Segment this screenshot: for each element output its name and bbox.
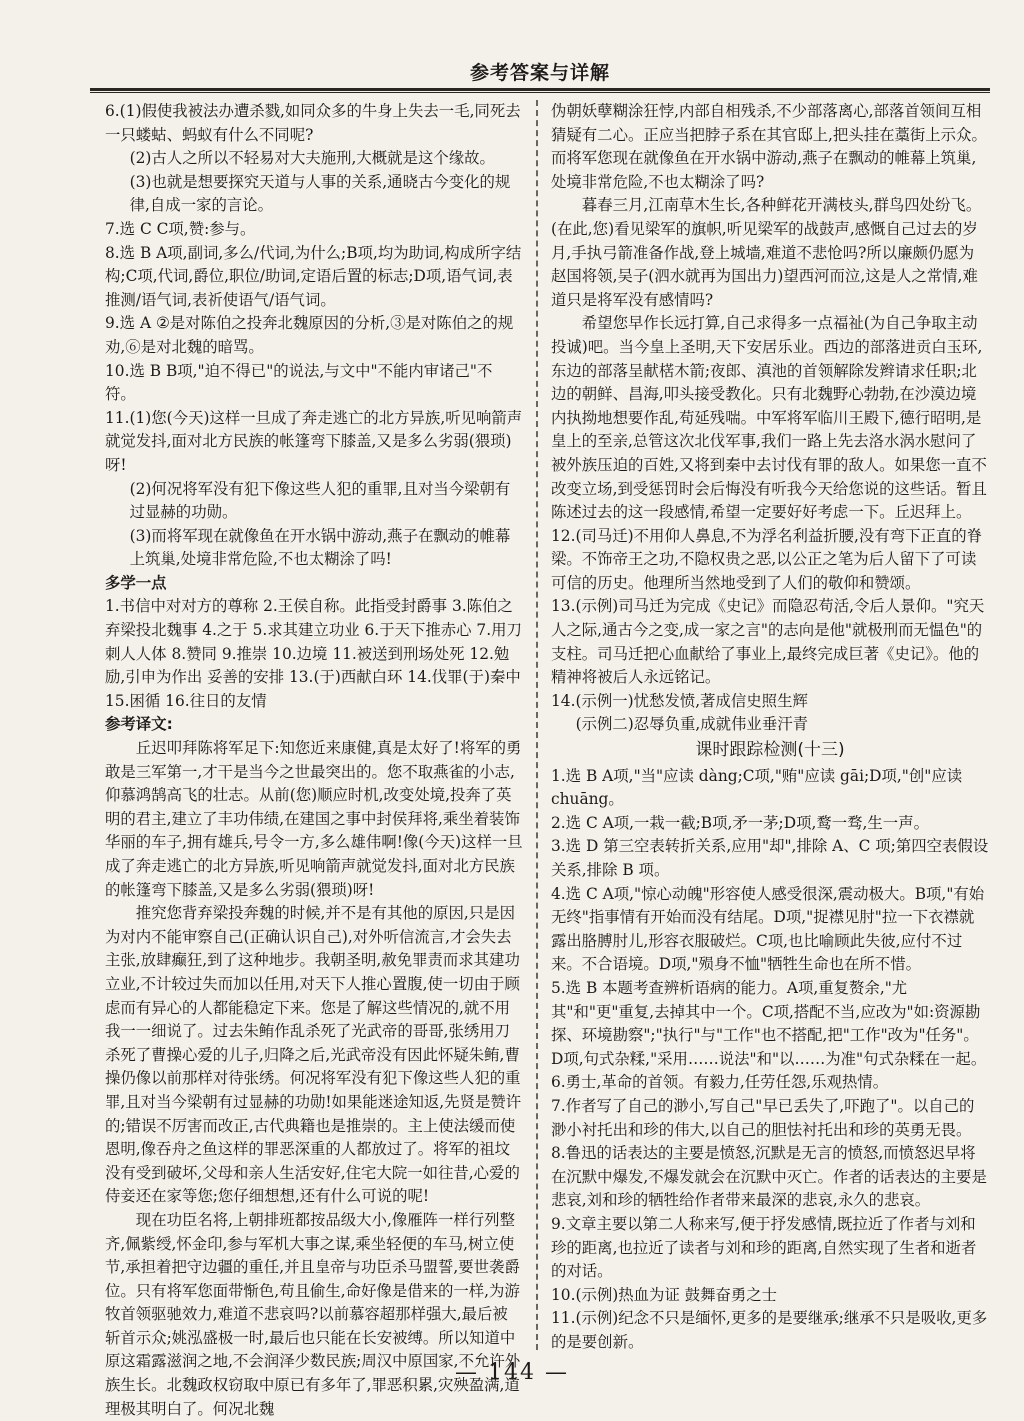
answer-13: 13.(示例)司马迁为完成《史记》而隐忍苟活,令后人景仰。"究天人之际,通古今之变,成一家之言"的志向是他"就极刑而无愠色"的支柱。司马迁把心血献给了事业上,最终完成巨著《史记》。他的精神将被后人永远铭记。	[551, 597, 985, 687]
answer-item: 8.鲁迅的话表达的主要是愤怒,沉默是无言的愤怒,而愤怒迟早将在沉默中爆发,不爆发就会在沉默中灭亡。作者的话表达的主要是悲哀,刘和珍的牺牲给作者带来最深的悲哀,永久的悲哀。	[551, 1144, 987, 1210]
answer-7: 7.选 C C项,赞:参与。	[105, 219, 256, 238]
answer-item: 11.(示例)纪念不只是缅怀,更多的是要继承;继承不只是吸收,更多的是要创新。	[551, 1309, 988, 1351]
translation-paragraph: 暮春三月,江南草木生长,各种鲜花开满枝头,群鸟四处纷飞。(在此,您)看见梁军的旗帜,听见梁军的战鼓声,感慨自己过去的岁月,手执弓箭准备作战,登上城墙,难道不悲怆吗?所以廉颇仍愿为赵国将领,吴子(泗水就再为国出力)望西河而泣,这是人之常情,难道只是将军没有感情吗?	[551, 196, 982, 309]
answer-item: 6.勇士,革命的首领。有毅力,任劳任怨,乐观热情。	[551, 1073, 889, 1092]
header-title: 参考答案与详解	[469, 62, 610, 84]
answer-11-1: 11.(1)您(今天)这样一旦成了奔走逃亡的北方异族,听见响箭声就觉发抖,面对北方民族的帐篷弯下膝盖,又是多么劣弱(猥琐)呀!	[105, 408, 523, 474]
answer-12: 12.(司马迁)不用仰人鼻息,不为浮名利益折腰,没有弯下正直的脊梁。不饰帝王之功,不隐权贵之恶,以公正之笔为后人留下了可读可信的历史。他理所当然地受到了人们的敬仰和赞颂。	[551, 526, 983, 592]
extra-notes: 1.书信中对对方的尊称 2.王侯自称。此指受封爵事 3.陈伯之弃梁投北魏事 4.之于 5.求其建立功业 6.于天下推赤心 7.用刀刺人人体 8.赞同 9.推崇 10.边境 11.被送到刑场处死 12.勉励,引申为作出 妥善的安排 13.(于)西献白环 14.伐罪(于)秦中 15.困循 16.往日的友情	[105, 597, 522, 710]
right-column	[551, 100, 989, 1354]
answer-item: 3.选 D 第三空表转折关系,应用"却",排除 A、C 项;第四空表假设关系,排除 B 项。	[551, 837, 989, 879]
header-rule	[90, 92, 990, 93]
answer-item: 10.(示例)热血为证 鼓舞奋勇之士	[551, 1285, 778, 1304]
section-heading-extra: 多学一点	[105, 573, 167, 592]
answer-item: 4.选 C A项,"惊心动魄"形容使人感受很深,震动极大。B项,"有始无终"指事情有开始而没有结尾。D项,"捉襟见肘"拉一下衣襟就露出胳膊肘儿,形容衣服破烂。C项,也比喻顾此失彼,应付不过来。不合语境。D项,"殒身不恤"牺牲生命也在所不惜。	[551, 884, 985, 974]
section-heading-translation: 参考译文:	[105, 715, 173, 734]
answer-14-1: 14.(示例一)忧愁发愤,著成信史照生辉	[551, 691, 808, 710]
translation-paragraph: 推究您背弃梁投奔魏的时候,并不是有其他的原因,只是因为对内不能审察自己(正确认识自己),对外听信流言,才会失去主张,放肆癫狂,到了这种地步。我朝圣明,赦免罪责而求其建功立业,不计较过失而加以任用,对天下人推心置腹,使一切由于顾虑而有异心的人都能稳定下来。您是了解这些情况的,就不用我一一细说了。过去朱鲔作乱杀死了光武帝的哥哥,张绣用刀杀死了曹操心爱的儿子,归降之后,光武帝没有因此怀疑朱鲔,曹操仍像以前那样对待张绣。何况将军没有犯下像这些人犯的重罪,且对当今梁朝有过显赫的功勋!如果能迷途知返,先贤是赞许的;错误不厉害而改正,古代典籍也是推崇的。主上使法缓而使恩明,像吞舟之鱼这样的罪恶深重的人都放过了。将军的祖坟没有受到破坏,父母和亲人生活安好,住宅大院一如往昔,心爱的侍妾还在家等您;您仔细想想,还有什么可说的呢!	[105, 904, 522, 1206]
answer-11-2: (2)何况将军没有犯下像这些人犯的重罪,且对当今梁朝有过显赫的功勋。	[129, 479, 511, 522]
translation-paragraph: 希望您早作长远打算,自己求得多一点福祉(为自己争取主动投诚)吧。当今皇上圣明,天下安居乐业。西边的部落进贡白玉环,东边的部落呈献楛木箭;夜郎、滇池的首领解除发辫请求任职;北边的朝鲜、昌海,叩头接受教化。只有北魏野心勃勃,在沙漠边境内执拗地想要作乱,苟延残喘。中军将军临川王殿下,德行昭明,是皇上的至亲,总管这次北伐军事,我们一路上先去洛水涡水慰问了被外族压迫的百姓,又将到秦中去讨伐有罪的敌人。如果您一直不改变立场,到受惩罚时会后悔没有听我今天给您说的这些话。暂且陈述过去的这一段感情,希望一定要好好考虑一下。丘迟拜上。	[551, 314, 987, 522]
left-column	[105, 100, 523, 1421]
answer-9: 9.选 A ②是对陈伯之投奔北魏原因的分析,③是对陈伯之的规劝,⑥是对北魏的暗骂。	[105, 314, 514, 356]
section-title: 课时跟踪检测(十三)	[695, 740, 845, 761]
answer-item: 2.选 C A项,一栽一截;B项,矛一茅;D项,鹜一骛,生一声。	[551, 813, 929, 832]
column-divider	[536, 100, 538, 1350]
page-header	[90, 54, 990, 91]
answer-6-2: (2)古人之所以不轻易对大夫施刑,大概就是这个缘故。	[129, 149, 495, 168]
answer-6-1: 6.(1)假使我被法办遭杀戮,如同众多的牛身上失去一毛,同死去一只蝼蛄、蚂蚁有什么不同呢?	[105, 102, 521, 144]
answer-10: 10.选 B B项,"迫不得已"的说法,与文中"不能内审诸己"不符。	[105, 361, 493, 404]
answer-11-3: (3)而将军现在就像鱼在开水锅中游动,燕子在飘动的帷幕上筑巢,处境非常危险,不也太糊涂了吗!	[129, 526, 511, 569]
answer-item: 1.选 B A项,"当"应读 dàng;C项,"贿"应读 gāi;D项,"创"应读 chuāng。	[551, 766, 963, 809]
page-number: — 144 —	[455, 1360, 569, 1385]
translation-paragraph: 丘迟叩拜陈将军足下:知您近来康健,真是太好了!将军的勇敢是三军第一,才干是当今之世最突出的。您不取燕雀的小志,仰慕鸿鹄高飞的壮志。从前(您)顺应时机,改变处境,投奔了英明的君主,建立了丰功伟绩,在建国之事中封侯拜将,乘坐着装饰华丽的车子,拥有雄兵,号令一方,多么雄伟啊!像(今天)这样一旦成了奔走逃亡的北方异族,听见响箭声就觉发抖,面对北方民族的帐篷弯下膝盖,又是多么劣弱(猥琐)呀!	[105, 739, 523, 899]
answer-8: 8.选 B A项,副词,多么/代词,为什么;B项,均为助词,构成所字结构;C项,代词,爵位,职位/助词,定语后置的标志;D项,语气词,表推测/语气词,表祈使语气/语气词。	[105, 243, 522, 309]
translation-paragraph: 伪朝妖孽糊涂狂悖,内部自相残杀,不少部落离心,部落首领间互相猜疑有二心。正应当把脖子系在其官邸上,把头挂在藁街上示众。而将军您现在就像鱼在开水锅中游动,燕子在飘动的帷幕上筑巢,处境非常危险,不也太糊涂了吗?	[551, 102, 987, 191]
translation-paragraph: 现在功臣名将,上朝排班都按品级大小,像雁阵一样行列整齐,佩紫绶,怀金印,参与军机大事之谋,乘坐轻便的车马,树立使节,承担着把守边疆的重任,并且皇帝与功臣杀马盟誓,要世袭爵位。只有将军您面带惭色,苟且偷生,命好像是借来的一样,为游牧首领驱驰效力,难道不悲哀吗?以前慕容超那样强大,最后被斩首示众;姚泓盛极一时,最后也只能在长安被缚。所以知道中原这霜露滋润之地,不会润泽少数民族;周汉中原国家,不允许外族生长。北魏政权窃取中原已有多年了,罪恶积累,灾殃盈满,道理极其明白了。何况北魏	[105, 1210, 521, 1418]
answer-item: 9.文章主要以第二人称来写,便于抒发感情,既拉近了作者与刘和珍的距离,也拉近了读者与刘和珍的距离,自然实现了生者和逝者的对话。	[551, 1214, 977, 1281]
answer-item: 7.作者写了自己的渺小,写自己"早已丢失了,吓跑了"。以自己的渺小衬托出和珍的伟大,以自己的胆怯衬托出和珍的英勇无畏。	[551, 1096, 975, 1139]
answer-14-2: (示例二)忍辱负重,成就伟业垂汗青	[575, 715, 808, 734]
answer-item: 5.选 B 本题考查辨析语病的能力。A项,重复赘余,"尤其"和"更"重复,去掉其中一个。C项,搭配不当,应改为"如:资源勘探、环境勘察";"执行"与"工作"也不搭配,把"工作"改为"任务"。D项,句式杂糅,"采用……说法"和"以……为准"句式杂糅在一起。	[551, 978, 987, 1068]
answer-6-3: (3)也就是想要探究天道与人事的关系,通晓古今变化的规律,自成一家的言论。	[129, 172, 511, 215]
